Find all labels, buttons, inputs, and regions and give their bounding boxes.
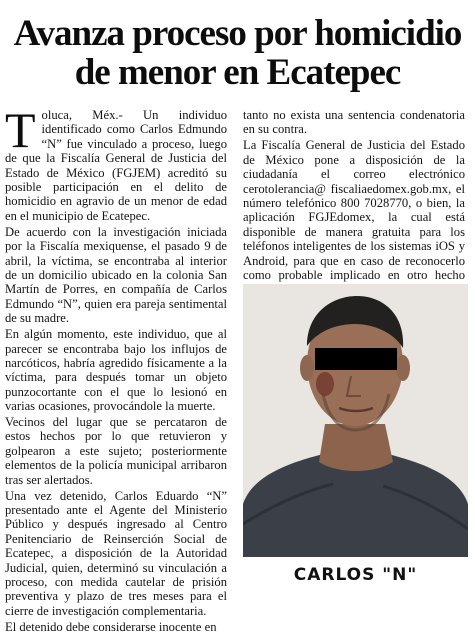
headline — [0, 14, 475, 92]
article-column-left — [5, 102, 227, 636]
photo-caption: CARLOS "N" — [243, 557, 468, 590]
suspect-photo — [243, 284, 468, 588]
article-paragraph — [5, 102, 227, 223]
headline-line-2: de menor en Ecatepec — [74, 52, 401, 93]
article-paragraph: tanto no exista una sentencia condenatoria en su contra. — [243, 108, 465, 137]
headline-line-1: Avanza proceso por homicidio — [13, 13, 462, 54]
article-paragraph: La Fiscalía General de Justicia del Estado de México pone a disposición de la ciudadanía el correo electrónico cerotolerancia@ fiscaliaedomex.gob.mx, el número telefónico 800 7028770, o bien, la aplicación FGJEdomex, la cual está disponible de manera gratuita para los teléfonos inteligentes de los sistemas iOS y Android, para que en caso de reconocerlo como probable implicado en otro hecho — [243, 138, 465, 282]
article-paragraph: En algún momento, este individuo, que al parecer se encontraba bajo los influjos de narcóticos, habría agredido físicamente a la víctima, para después tomar un objeto punzocortante con el que lo lesionó en varias ocasiones, provocándole la muerte. — [5, 327, 227, 414]
article-paragraph: El detenido debe considerarse inocente en — [5, 619, 217, 634]
paragraph-text: oluca, Méx.- Un individuo identificado como Carlos Edmundo “N” fue vinculado a proceso, luego de que la Fiscalía General de Justicia del Estado de México (FGJEM) acreditó su posible participación en el delito de homicidio en agravio de un menor de edad en el municipio de Ecatepec. — [5, 108, 227, 223]
article-paragraph: Una vez detenido, Carlos Eduardo “N” presentado ante el Agente del Ministerio Público y después ingresado al Centro Penitenciario de Reinserción Social de Ecatepec, a disposición de la Autoridad Judicial, quien, determinó su vinculación a proceso, con medida cautelar de prisión preventiva y plazo de tres meses para el cierre de investigación complementaria. — [5, 488, 227, 618]
article-paragraph: Vecinos del lugar que se percataron de estos hechos por lo que retuvieron y golpearon a este sujeto; posteriormente elementos de la policía municipal arribaron tras ser alertados. — [5, 415, 227, 487]
drop-cap: T — [5, 102, 36, 158]
article-column-right — [243, 108, 465, 298]
suspect-portrait-image — [243, 284, 468, 588]
censor-bar — [315, 348, 397, 370]
article-paragraph: De acuerdo con la investigación iniciada por la Fiscalía mexiquense, el pasado 9 de abril, la víctima, se encontraba al interior de un domicilio ubicado en la colonia San Martín de Porres, en compañía de Carlos Edmundo “N”, quien era pareja sentimental de su madre. — [5, 224, 227, 326]
